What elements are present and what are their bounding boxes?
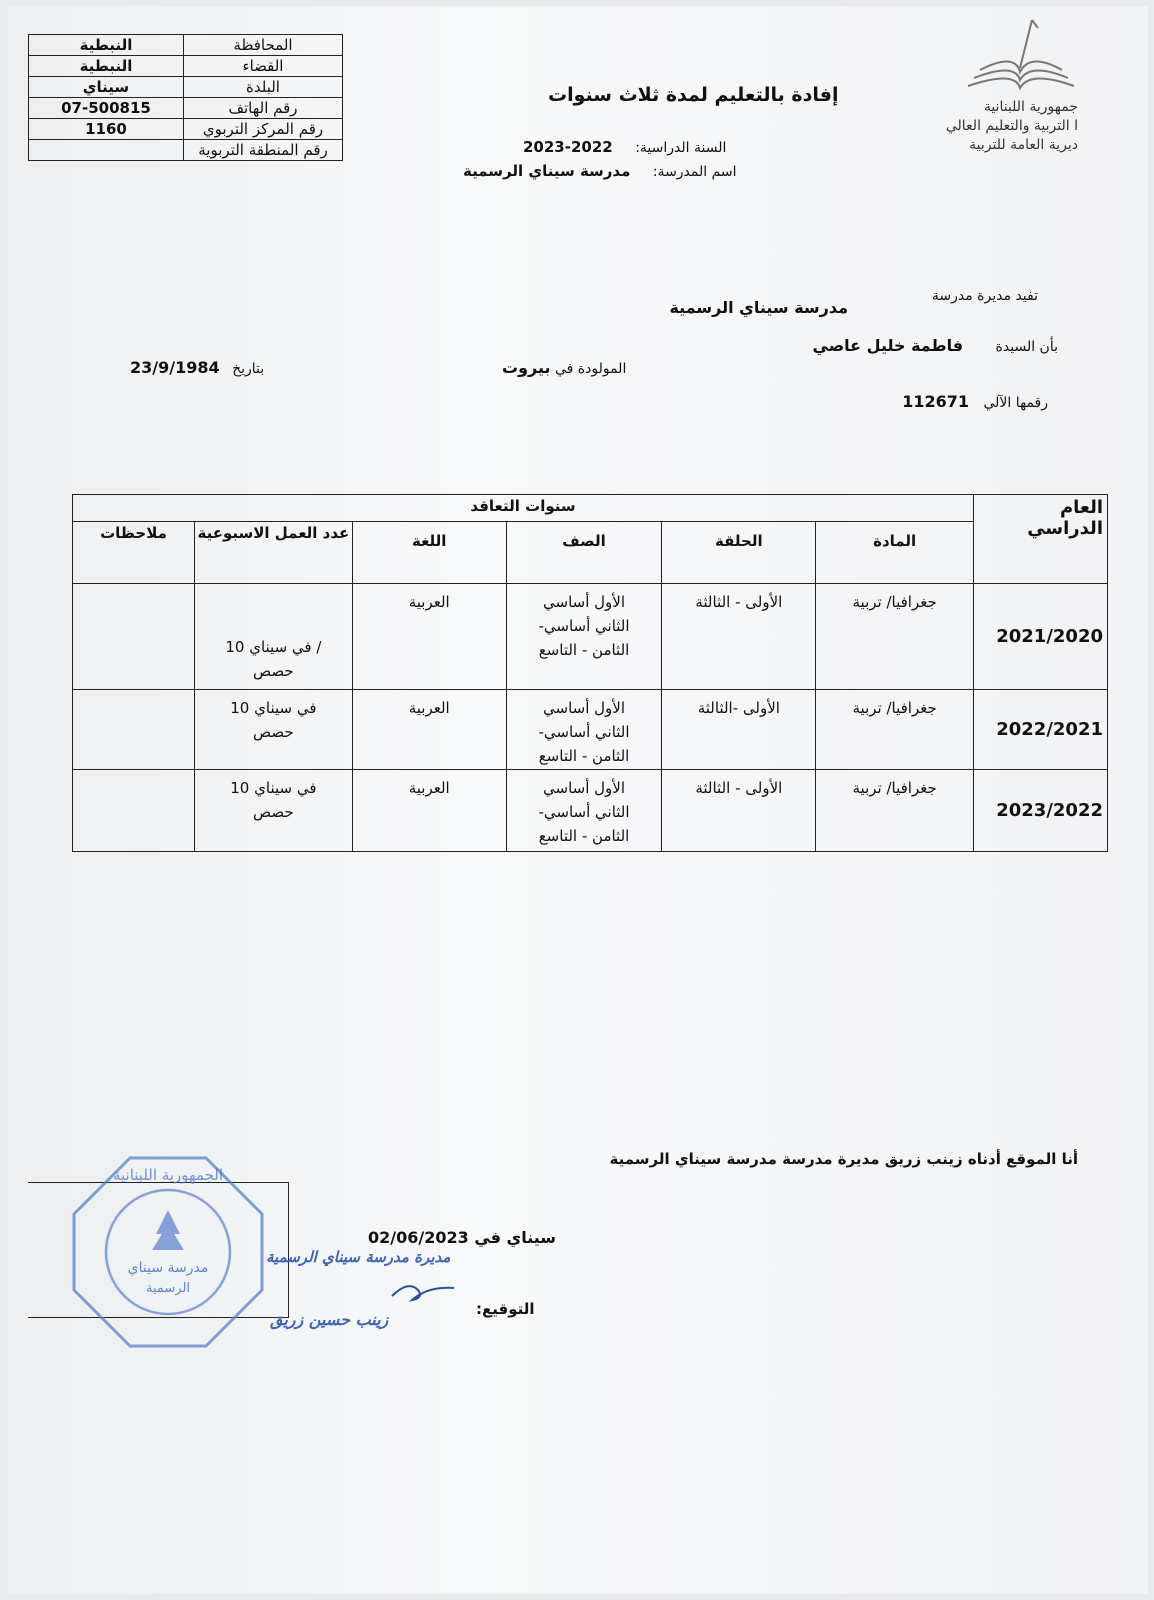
info-row xyxy=(29,140,343,161)
contract-years-table xyxy=(72,494,1108,852)
info-row xyxy=(29,35,343,56)
info-label: رقم الهاتف xyxy=(184,98,343,119)
school-name-label: اسم المدرسة: xyxy=(652,164,737,180)
row-notes xyxy=(73,584,195,690)
info-value: 1160 xyxy=(29,119,184,140)
school-name xyxy=(463,162,737,180)
declaration: أنا الموقع أدناه زينب زريق مديرة مدرسة مدرسة سيناي الرسمية xyxy=(609,1150,1078,1168)
ministry-header xyxy=(946,98,1078,155)
academic-year-value: 2022-2023 xyxy=(523,138,613,156)
signature-label: التوقيع: xyxy=(476,1300,535,1318)
row-class xyxy=(506,690,662,770)
birth-date-label: بتاريخ xyxy=(232,361,265,377)
auto-number-value: 112671 xyxy=(902,392,970,411)
class-line: الثامن - التاسع xyxy=(538,827,630,845)
row-cycle: الأولى - الثالثة xyxy=(662,584,816,690)
row-language: العربية xyxy=(352,584,506,690)
hours-line: في سيناي 10 xyxy=(230,699,317,717)
header-contract-years: سنوات التعاقد xyxy=(73,495,974,522)
row-class xyxy=(506,770,662,852)
document-page xyxy=(8,6,1148,1594)
header-cycle: الحلقة xyxy=(662,522,816,584)
info-value xyxy=(29,140,184,161)
row-language: العربية xyxy=(352,770,506,852)
row-hours xyxy=(194,770,352,852)
school-name-value: مدرسة سيناي الرسمية xyxy=(463,162,631,180)
seal-center-line2: الرسمية xyxy=(145,1281,191,1296)
class-line: الثامن - التاسع xyxy=(538,641,630,659)
info-row xyxy=(29,77,343,98)
row-notes xyxy=(73,770,195,852)
birth-line xyxy=(502,358,626,377)
academic-year-label: السنة الدراسية: xyxy=(635,140,727,156)
academic-year xyxy=(523,138,726,156)
header-class: الصف xyxy=(506,522,662,584)
class-line: الثاني أساسي- xyxy=(538,803,630,821)
row-cycle: الأولى -الثالثة xyxy=(662,690,816,770)
hours-line: حصص xyxy=(253,723,294,741)
seal-ring-text: الجمهورية اللبنانية xyxy=(112,1166,224,1184)
certify-label: تفيد مديرة مدرسة xyxy=(931,288,1038,304)
info-label: البلدة xyxy=(184,77,343,98)
person-name: فاطمة خليل عاصي xyxy=(812,336,964,355)
info-value: سيناي xyxy=(29,77,184,98)
ministry-line: جمهورية اللبنانية xyxy=(983,99,1078,115)
ministry-logo-icon xyxy=(960,12,1080,92)
seal-center-line1: مدرسة سيناي xyxy=(127,1260,209,1276)
hours-line: في سيناي 10 xyxy=(230,779,317,797)
info-row xyxy=(29,98,343,119)
person-line xyxy=(813,336,1059,355)
class-line: الأول أساسي xyxy=(543,593,626,611)
info-value: 07-500815 xyxy=(29,98,184,119)
class-line: الثاني أساسي- xyxy=(538,723,630,741)
auto-number-label: رقمها الآلي xyxy=(983,395,1048,411)
signature-scribble-icon xyxy=(388,1276,458,1306)
auto-number-line xyxy=(902,392,1048,411)
hours-line: / في سيناي 10 xyxy=(225,638,322,656)
header-language: اللغة xyxy=(352,522,506,584)
table-row xyxy=(73,770,1108,852)
row-subject: جغرافيا/ تربية xyxy=(816,690,974,770)
ministry-line: ديرية العامة للتربية xyxy=(969,137,1078,153)
document-title: إفادة بالتعليم لمدة ثلاث سنوات xyxy=(548,84,839,106)
header-hours: عدد العمل الاسبوعية xyxy=(194,522,352,584)
row-hours xyxy=(194,584,352,690)
ministry-line: ا التربية والتعليم العالي xyxy=(945,118,1078,134)
signing-place-date: سيناي في 02/06/2023 xyxy=(368,1228,557,1247)
info-label: رقم المركز التربوي xyxy=(184,119,343,140)
row-subject: جغرافيا/ تربية xyxy=(816,770,974,852)
row-subject: جغرافيا/ تربية xyxy=(816,584,974,690)
row-notes xyxy=(73,690,195,770)
birth-date-line xyxy=(130,358,264,377)
birth-label: المولودة في xyxy=(554,361,627,377)
info-label: رقم المنطقة التربوية xyxy=(184,140,343,161)
birth-place: بيروت xyxy=(502,358,551,377)
certify-line xyxy=(932,288,1038,304)
row-year: 2021/2020 xyxy=(974,584,1108,690)
info-label: القضاء xyxy=(184,56,343,77)
row-language: العربية xyxy=(352,690,506,770)
row-year: 2023/2022 xyxy=(974,770,1108,852)
header-year: العام الدراسي xyxy=(974,495,1108,584)
header-subject: المادة xyxy=(816,522,974,584)
person-label: بأن السيدة xyxy=(995,339,1058,355)
certify-school xyxy=(669,298,848,317)
row-hours xyxy=(194,690,352,770)
info-row xyxy=(29,56,343,77)
class-line: الأول أساسي xyxy=(543,699,626,717)
hours-line: حصص xyxy=(253,803,294,821)
row-cycle: الأولى - الثالثة xyxy=(662,770,816,852)
table-row xyxy=(73,690,1108,770)
info-row xyxy=(29,119,343,140)
school-info-box xyxy=(28,34,343,161)
info-value: النبطية xyxy=(29,56,184,77)
info-label: المحافظة xyxy=(184,35,343,56)
class-line: الثامن - التاسع xyxy=(538,747,630,765)
header-notes: ملاحظات xyxy=(73,522,195,584)
birth-date-value: 23/9/1984 xyxy=(130,358,220,377)
class-line: الثاني أساسي- xyxy=(538,617,630,635)
info-value: النبطية xyxy=(29,35,184,56)
table-row xyxy=(73,584,1108,690)
stamp-name-line: زينب حسين زريق xyxy=(270,1310,389,1329)
official-seal-icon xyxy=(68,1152,268,1352)
certify-value: مدرسة سيناي الرسمية xyxy=(669,298,848,317)
class-line: الأول أساسي xyxy=(543,779,626,797)
hours-line: حصص xyxy=(253,662,294,680)
row-class xyxy=(506,584,662,690)
stamp-title-line: مديرة مدرسة سيناي الرسمية xyxy=(266,1248,451,1266)
row-year: 2022/2021 xyxy=(974,690,1108,770)
